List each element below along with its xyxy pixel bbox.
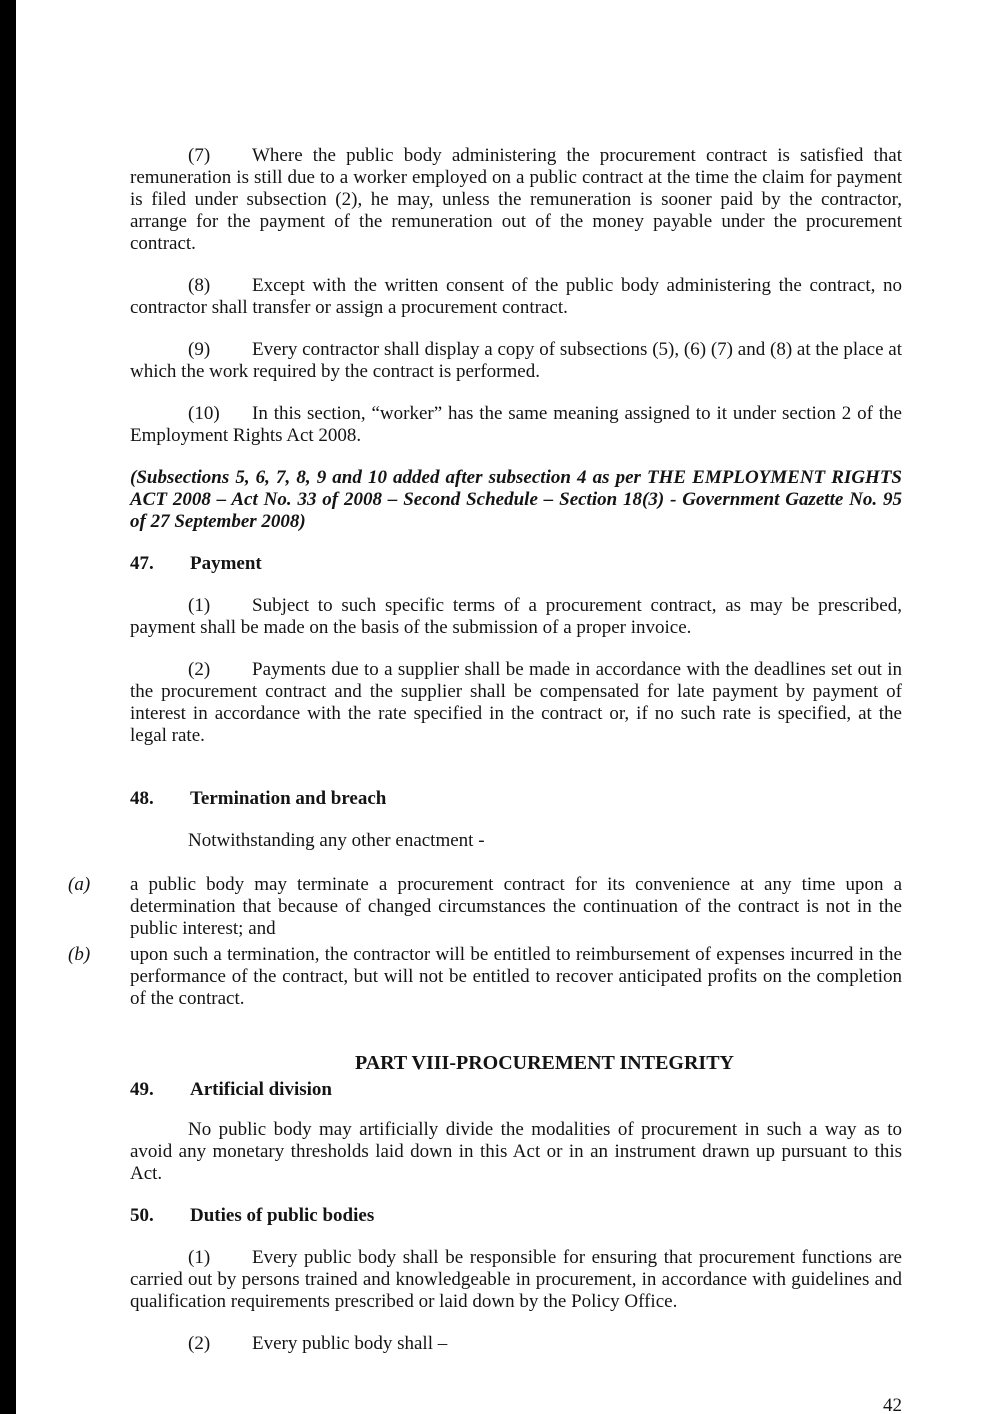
section-47-sub-1	[130, 595, 902, 639]
scan-edge-artifact	[0, 0, 16, 1414]
section-47-title: Payment	[190, 553, 262, 574]
section-50-sub-1	[130, 1247, 902, 1313]
section-50-sub-1-label: (1)	[188, 1247, 211, 1268]
subsection-8-label: (8)	[188, 275, 211, 296]
section-48-title: Termination and breach	[190, 788, 387, 809]
page-content	[68, 145, 902, 1414]
subsection-7-label: (7)	[188, 145, 211, 166]
section-49-title: Artificial division	[190, 1079, 332, 1100]
section-50-sub-2-text: Every public body shall –	[252, 1333, 448, 1354]
subsection-8-text: Except with the written consent of the public body administering the contract, no contractor shall transfer or assign a procurement contract.	[130, 275, 902, 318]
part-viii-heading: PART VIII-PROCUREMENT INTEGRITY	[355, 1052, 734, 1074]
section-47-sub-2	[130, 659, 902, 747]
subsection-8	[130, 275, 902, 319]
section-48-item-a	[68, 874, 902, 940]
subsection-10-label: (10)	[188, 403, 220, 424]
section-47-sub-1-label: (1)	[188, 595, 211, 616]
section-47-sub-2-text: Payments due to a supplier shall be made in accordance with the deadlines set out in the procurement contract and the supplier shall be compensated for late payment by payment of interest in accordance with the rate specified in the contract or, if no such rate is specified, at the legal rate.	[130, 659, 902, 746]
section-50-heading	[130, 1205, 902, 1227]
section-49-text: No public body may artificially divide the modalities of procurement in such a way as to avoid any monetary thresholds laid down in this Act or in an instrument drawn up pursuant to this Act.	[130, 1119, 902, 1184]
subsection-7-text: Where the public body administering the procurement contract is satisfied that remuneration is still due to a worker employed on a public contract at the time the claim for payment is filed under subsection (2), he may, unless the remuneration is sooner paid by the contractor, arrange for the payment of the remuneration out of the money payable under the procurement contract.	[130, 145, 902, 254]
item-b-text: upon such a termination, the contractor will be entitled to reimbursement of expenses incurred in the performance of the contract, but will not be entitled to recover anticipated profits on the completion of the contract.	[130, 944, 902, 1009]
section-47-sub-2-label: (2)	[188, 659, 211, 680]
section-48-intro: Notwithstanding any other enactment -	[188, 830, 485, 851]
subsection-9	[130, 339, 902, 383]
item-b-marker: (b)	[68, 944, 91, 965]
section-47-number: 47.	[130, 553, 154, 574]
subsection-9-label: (9)	[188, 339, 211, 360]
section-50-sub-2-label: (2)	[188, 1333, 211, 1354]
section-50-sub-1-text: Every public body shall be responsible for ensuring that procurement functions are carried out by persons trained and knowledgeable in procurement, in accordance with guidelines and qualification requirements prescribed or laid down by the Policy Office.	[130, 1247, 902, 1312]
subsection-7	[130, 145, 902, 255]
section-49-number: 49.	[130, 1079, 154, 1100]
section-48-item-b	[68, 944, 902, 1010]
section-47-heading	[130, 553, 902, 575]
section-50-sub-2	[130, 1333, 902, 1355]
section-50-number: 50.	[130, 1205, 154, 1226]
subsection-9-text: Every contractor shall display a copy of subsections (5), (6) (7) and (8) at the place at which the work required by the contract is performed.	[130, 339, 902, 382]
section-49-heading	[130, 1079, 902, 1101]
amendment-note: (Subsections 5, 6, 7, 8, 9 and 10 added after subsection 4 as per THE EMPLOYMENT RIGHTS ACT 2008 – Act No. 33 of 2008 – Second Schedule – Section 18(3) - Government Gazette No. 95 of 27 September 2008)	[130, 467, 902, 532]
section-50-title: Duties of public bodies	[190, 1205, 375, 1226]
section-48-heading	[130, 788, 902, 810]
section-48-number: 48.	[130, 788, 154, 809]
subsection-10-text: In this section, “worker” has the same meaning assigned to it under section 2 of the Employment Rights Act 2008.	[130, 403, 902, 446]
section-47-sub-1-text: Subject to such specific terms of a procurement contract, as may be prescribed, payment shall be made on the basis of the submission of a proper invoice.	[130, 595, 902, 638]
item-a-marker: (a)	[68, 874, 91, 895]
subsection-10	[130, 403, 902, 447]
item-a-text: a public body may terminate a procurement contract for its convenience at any time upon a determination that because of changed circumstances the continuation of the contract is not in the public interest; and	[130, 874, 902, 939]
page-number: 42	[883, 1395, 902, 1414]
